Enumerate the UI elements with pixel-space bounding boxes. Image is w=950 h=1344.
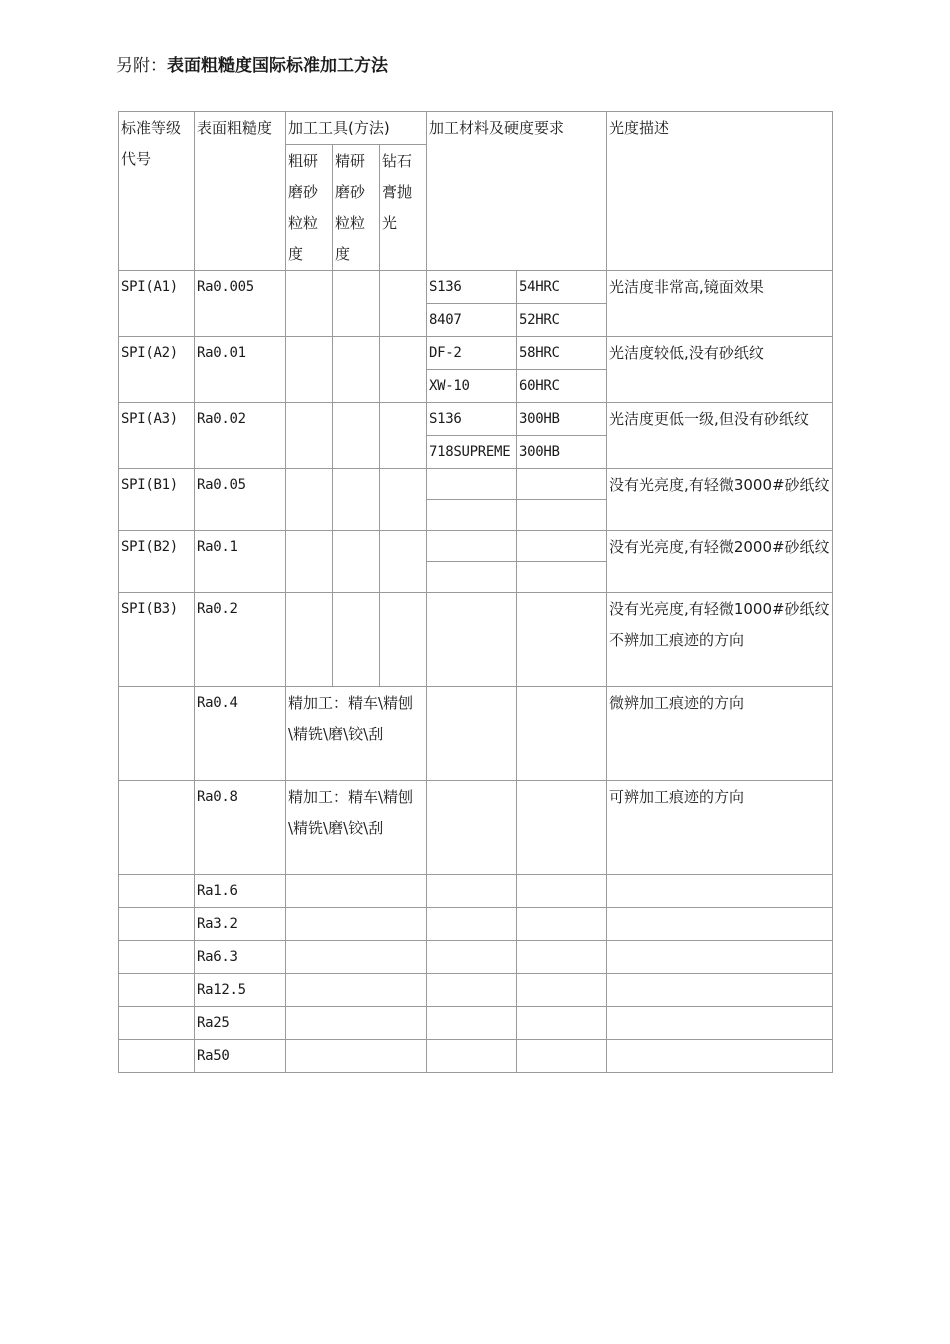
roughness-cell: Ra6.3: [195, 941, 286, 974]
tool-diamond-cell: [380, 403, 427, 469]
material-hardness-cell: 52HRC: [517, 304, 607, 337]
material-name-cell: S136: [427, 271, 517, 304]
roughness-cell: Ra25: [195, 1007, 286, 1040]
tool-fine-cell: [333, 337, 380, 403]
table-row: [119, 271, 833, 304]
description-cell: 光洁度更低一级,但没有砂纸纹: [607, 403, 833, 469]
header-grade: 标准等级代号: [119, 112, 195, 271]
description-cell: 光洁度较低,没有砂纸纹: [607, 337, 833, 403]
roughness-cell: Ra12.5: [195, 974, 286, 1007]
tool-coarse-cell: [286, 337, 333, 403]
header-tool-fine: 精研磨砂粒粒度: [333, 145, 380, 271]
header-tool-diamond: 钻石膏抛光: [380, 145, 427, 271]
page-heading: [116, 54, 388, 78]
tool-fine-cell: [333, 531, 380, 593]
header-materials: 加工材料及硬度要求: [427, 112, 607, 271]
material-hardness-cell: [517, 974, 607, 1007]
material-name-cell: [427, 687, 517, 781]
material-name-cell: [427, 1007, 517, 1040]
material-hardness-cell: [517, 562, 607, 593]
material-name-cell: [427, 469, 517, 500]
material-hardness-cell: [517, 1007, 607, 1040]
material-hardness-cell: [517, 1040, 607, 1073]
material-hardness-cell: 300HB: [517, 403, 607, 436]
tool-diamond-cell: [380, 593, 427, 687]
table-row: [119, 941, 833, 974]
table-row: [119, 593, 833, 687]
material-name-cell: S136: [427, 403, 517, 436]
table-row: [119, 875, 833, 908]
grade-cell: SPI(B2): [119, 531, 195, 593]
description-cell: 可辨加工痕迹的方向: [607, 781, 833, 875]
material-name-cell: [427, 1040, 517, 1073]
method-cell: [286, 875, 427, 908]
method-cell: [286, 1040, 427, 1073]
description-line: 不辨加工痕迹的方向: [609, 631, 745, 649]
material-name-cell: [427, 562, 517, 593]
description-cell: 没有光亮度,有轻微2000#砂纸纹: [607, 531, 833, 593]
grade-cell: SPI(B1): [119, 469, 195, 531]
method-cell: [286, 974, 427, 1007]
roughness-cell: Ra0.02: [195, 403, 286, 469]
roughness-cell: Ra0.2: [195, 593, 286, 687]
method-cell: 精加工：精车\精刨\精铣\磨\铰\刮: [286, 687, 427, 781]
table-row: [119, 403, 833, 436]
header-row: [119, 112, 833, 145]
material-hardness-cell: 58HRC: [517, 337, 607, 370]
roughness-cell: Ra0.8: [195, 781, 286, 875]
material-name-cell: DF-2: [427, 337, 517, 370]
description-cell: [607, 1040, 833, 1073]
tool-fine-cell: [333, 403, 380, 469]
material-hardness-cell: 60HRC: [517, 370, 607, 403]
method-cell: [286, 1007, 427, 1040]
material-hardness-cell: [517, 941, 607, 974]
tool-diamond-cell: [380, 337, 427, 403]
material-hardness-cell: [517, 500, 607, 531]
material-hardness-cell: 300HB: [517, 436, 607, 469]
material-hardness-cell: [517, 531, 607, 562]
roughness-cell: Ra1.6: [195, 875, 286, 908]
material-hardness-cell: [517, 593, 607, 687]
description-line: 没有光亮度,有轻微1000#砂纸纹: [609, 600, 830, 618]
table-row: [119, 781, 833, 875]
method-cell: 精加工：精车\精刨\精铣\磨\铰\刮: [286, 781, 427, 875]
grade-cell: [119, 974, 195, 1007]
material-name-cell: [427, 531, 517, 562]
roughness-standard-table: [118, 111, 833, 1073]
description-cell: 微辨加工痕迹的方向: [607, 687, 833, 781]
grade-cell: [119, 908, 195, 941]
description-cell: 没有光亮度,有轻微3000#砂纸纹: [607, 469, 833, 531]
grade-cell: [119, 941, 195, 974]
table-row: [119, 469, 833, 500]
grade-cell: [119, 1040, 195, 1073]
table-row: [119, 1007, 833, 1040]
material-name-cell: [427, 974, 517, 1007]
header-tools: 加工工具(方法): [286, 112, 427, 145]
grade-cell: SPI(A1): [119, 271, 195, 337]
grade-cell: SPI(B3): [119, 593, 195, 687]
material-hardness-cell: [517, 687, 607, 781]
description-cell: 光洁度非常高,镜面效果: [607, 271, 833, 337]
table-row: [119, 1040, 833, 1073]
roughness-cell: Ra50: [195, 1040, 286, 1073]
description-cell: [607, 974, 833, 1007]
table-row: [119, 908, 833, 941]
grade-cell: [119, 875, 195, 908]
material-hardness-cell: [517, 469, 607, 500]
roughness-cell: Ra3.2: [195, 908, 286, 941]
tool-coarse-cell: [286, 403, 333, 469]
table-row: [119, 687, 833, 781]
grade-cell: [119, 1007, 195, 1040]
header-roughness: 表面粗糙度: [195, 112, 286, 271]
tool-diamond-cell: [380, 271, 427, 337]
material-name-cell: 8407: [427, 304, 517, 337]
header-description: 光度描述: [607, 112, 833, 271]
material-name-cell: [427, 500, 517, 531]
heading-prefix: 另附：: [116, 56, 167, 76]
description-cell: [607, 875, 833, 908]
header-tool-coarse: 粗研磨砂粒粒度: [286, 145, 333, 271]
grade-cell: [119, 687, 195, 781]
material-name-cell: [427, 908, 517, 941]
description-cell: [607, 593, 833, 687]
tool-coarse-cell: [286, 531, 333, 593]
tool-coarse-cell: [286, 593, 333, 687]
material-hardness-cell: [517, 908, 607, 941]
tool-fine-cell: [333, 469, 380, 531]
table-row: [119, 337, 833, 370]
grade-cell: SPI(A3): [119, 403, 195, 469]
material-name-cell: [427, 875, 517, 908]
roughness-cell: Ra0.01: [195, 337, 286, 403]
material-name-cell: [427, 781, 517, 875]
roughness-cell: Ra0.1: [195, 531, 286, 593]
table-row: [119, 974, 833, 1007]
roughness-cell: Ra0.05: [195, 469, 286, 531]
tool-fine-cell: [333, 271, 380, 337]
material-hardness-cell: 54HRC: [517, 271, 607, 304]
material-hardness-cell: [517, 781, 607, 875]
material-name-cell: XW-10: [427, 370, 517, 403]
tool-coarse-cell: [286, 271, 333, 337]
grade-cell: [119, 781, 195, 875]
heading-title: 表面粗糙度国际标准加工方法: [167, 56, 388, 76]
material-name-cell: [427, 593, 517, 687]
grade-cell: SPI(A2): [119, 337, 195, 403]
material-hardness-cell: [517, 875, 607, 908]
table-row: [119, 531, 833, 562]
material-name-cell: [427, 941, 517, 974]
tool-diamond-cell: [380, 469, 427, 531]
description-cell: [607, 941, 833, 974]
description-cell: [607, 908, 833, 941]
method-cell: [286, 941, 427, 974]
method-cell: [286, 908, 427, 941]
description-cell: [607, 1007, 833, 1040]
roughness-cell: Ra0.005: [195, 271, 286, 337]
roughness-cell: Ra0.4: [195, 687, 286, 781]
tool-fine-cell: [333, 593, 380, 687]
material-name-cell: 718SUPREME: [427, 436, 517, 469]
tool-coarse-cell: [286, 469, 333, 531]
tool-diamond-cell: [380, 531, 427, 593]
